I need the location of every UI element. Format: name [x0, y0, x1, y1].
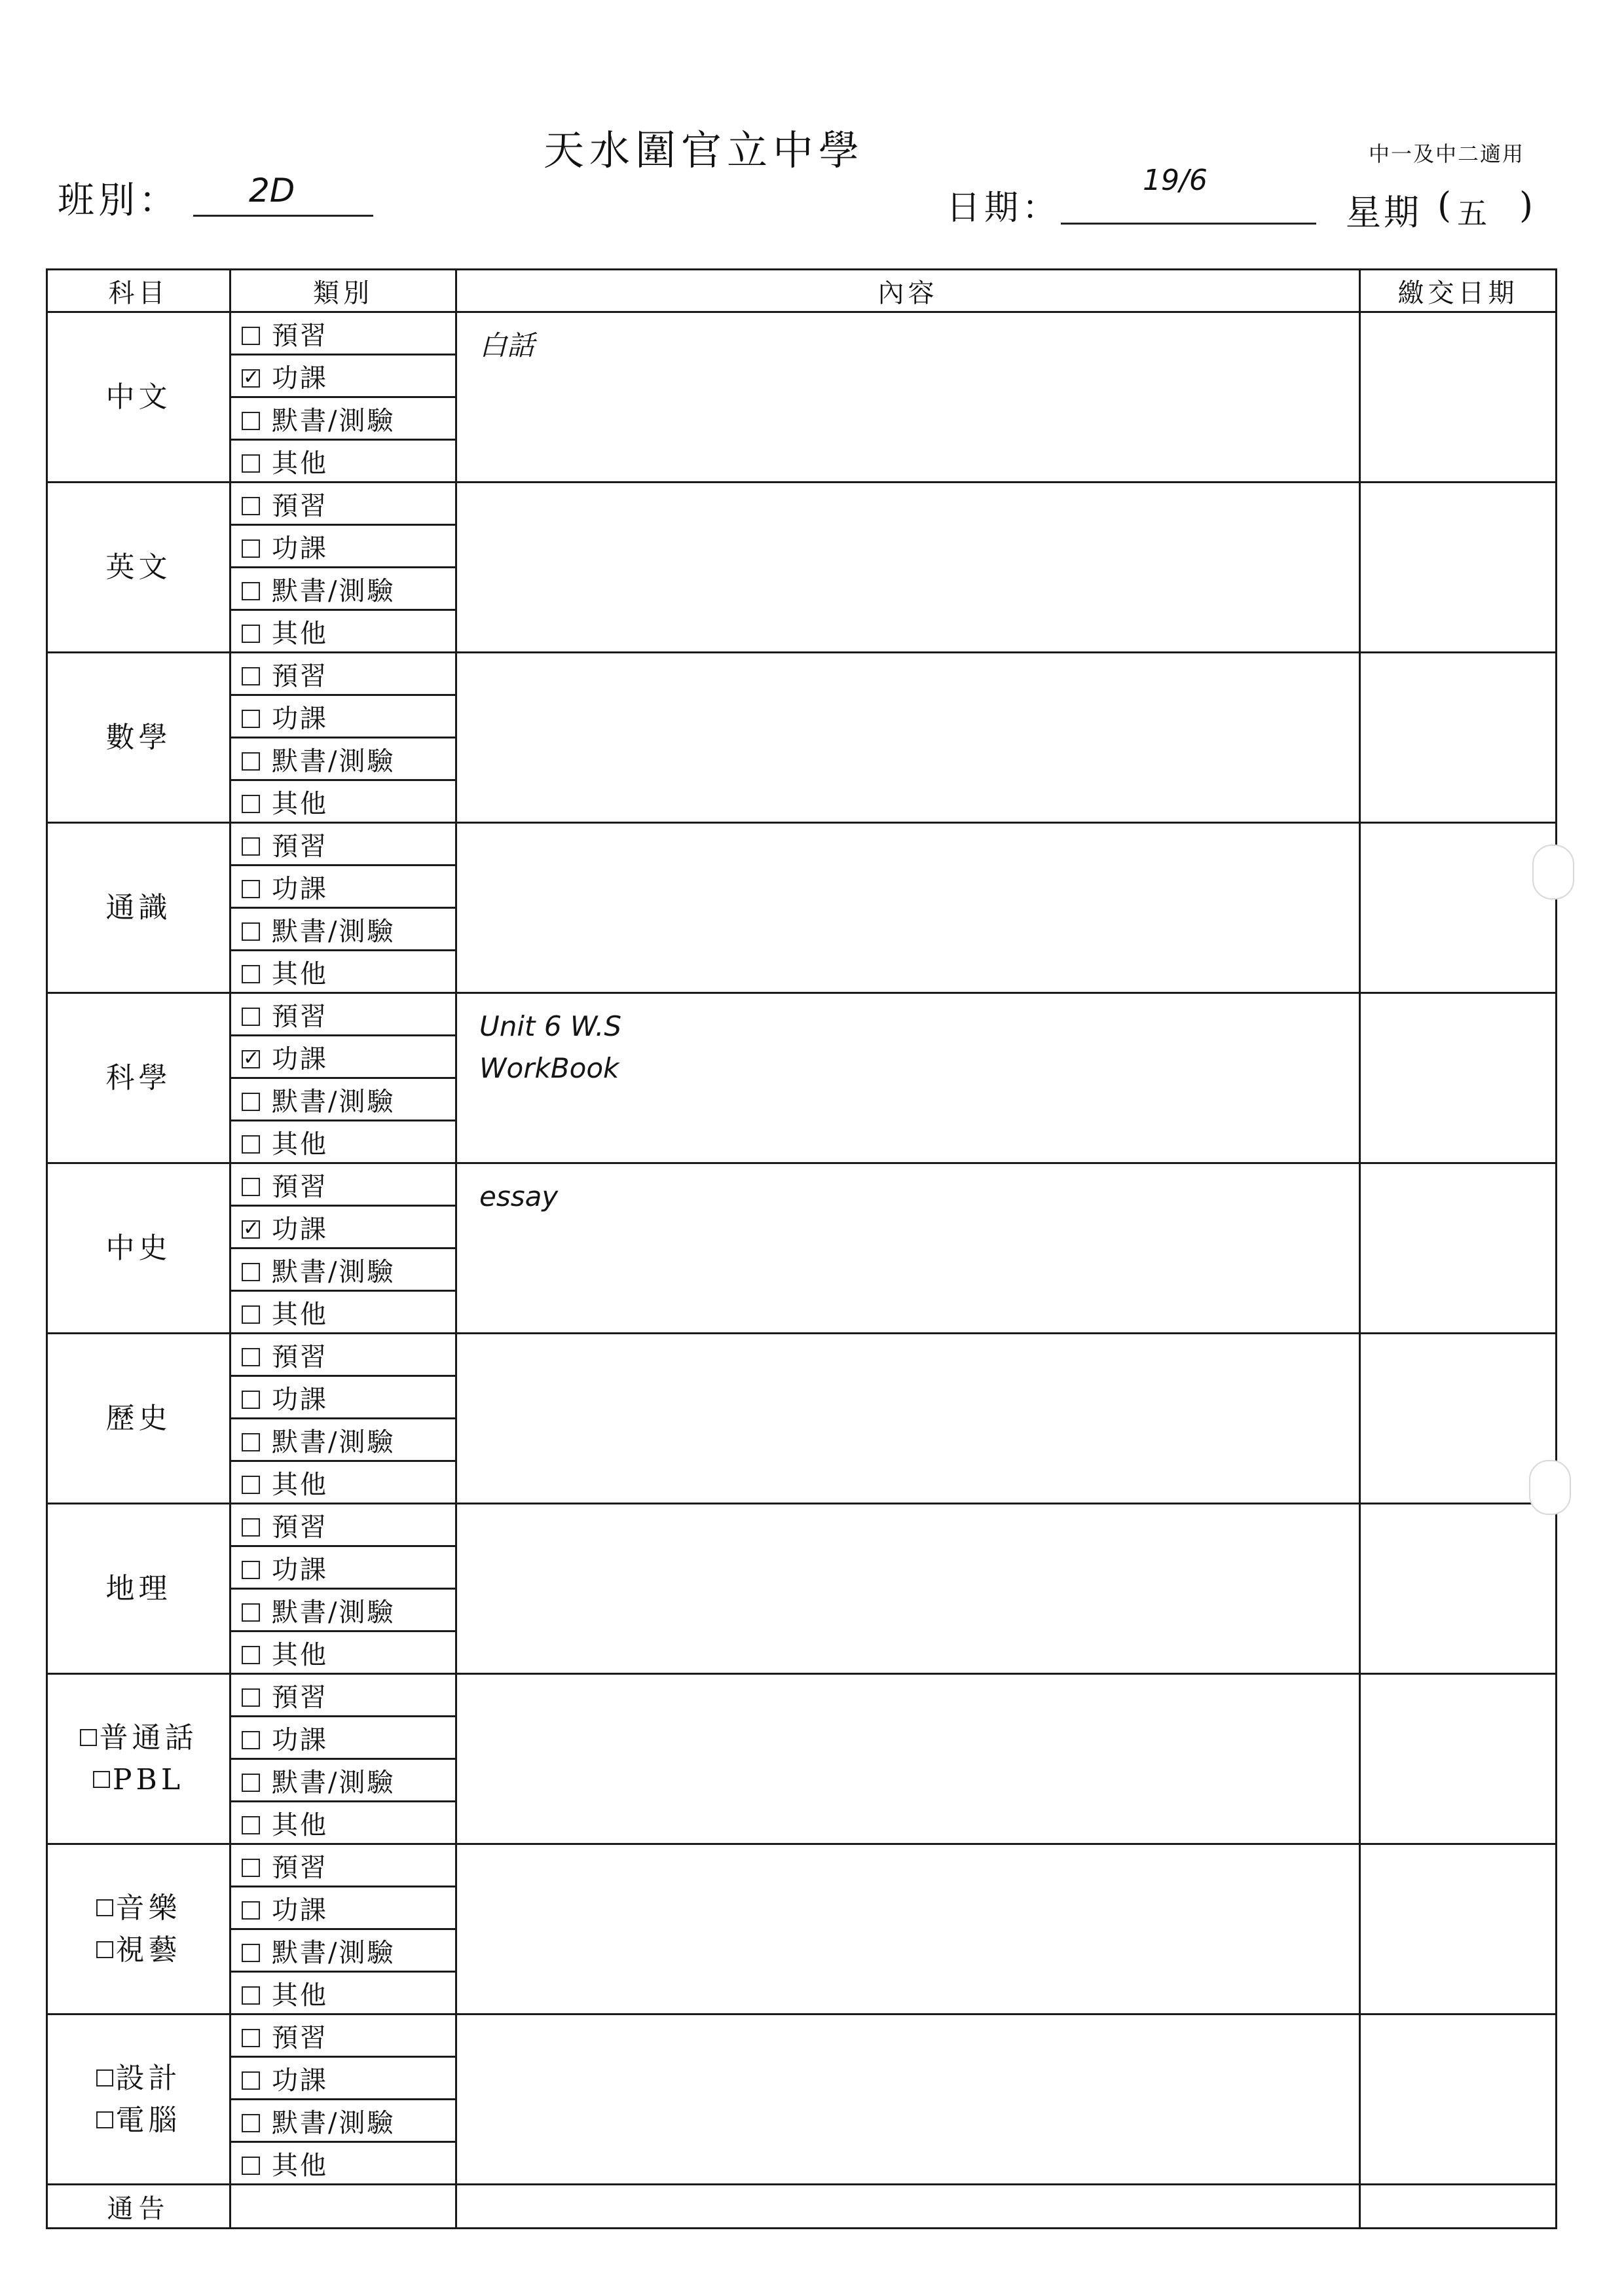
subject-name: 視藝 — [115, 1933, 181, 1967]
category-checkbox[interactable] — [242, 1305, 260, 1324]
category-checkbox[interactable] — [242, 1688, 260, 1707]
subject-cell — [47, 1674, 231, 1844]
category-option[interactable] — [231, 951, 456, 993]
category-option[interactable] — [231, 440, 456, 483]
category-option[interactable] — [231, 568, 456, 610]
subject-option[interactable] — [48, 1717, 229, 1759]
category-option[interactable] — [231, 866, 456, 908]
subject-cell — [47, 1163, 231, 1334]
subject-option — [48, 1057, 229, 1099]
header-subject: 科目 — [47, 270, 231, 312]
due-date-cell[interactable] — [1360, 1844, 1557, 2014]
subject-option — [48, 1568, 229, 1610]
category-checkbox[interactable] — [242, 667, 260, 685]
category-checkbox[interactable] — [242, 837, 260, 856]
subject-cell — [47, 653, 231, 823]
subject-cell — [47, 1844, 231, 2014]
category-checkbox[interactable] — [242, 1263, 260, 1281]
header-content: 內容 — [456, 270, 1360, 312]
category-checkbox[interactable] — [242, 1944, 260, 1962]
category-checkbox[interactable] — [242, 1518, 260, 1537]
subject-name: 歷史 — [105, 1401, 172, 1435]
notice-row — [47, 2185, 1557, 2229]
category-label: 其他 — [272, 1980, 328, 2011]
category-checkbox[interactable] — [242, 1008, 260, 1026]
subject-name: 普通話 — [99, 1721, 198, 1755]
category-checkbox[interactable] — [242, 539, 260, 558]
category-checkbox[interactable]: ✓ — [243, 365, 262, 389]
category-checkbox[interactable] — [242, 1093, 260, 1111]
category-option[interactable] — [231, 908, 456, 951]
weekday-label: 星期 — [1346, 192, 1422, 233]
due-date-cell[interactable] — [1360, 1334, 1557, 1504]
category-checkbox[interactable] — [242, 1603, 260, 1622]
table-row — [47, 1844, 1557, 1887]
category-checkbox[interactable] — [242, 1178, 260, 1196]
category-label: 預習 — [272, 490, 328, 521]
category-checkbox[interactable] — [242, 2157, 260, 2175]
content-cell[interactable] — [456, 653, 1360, 823]
table-row — [47, 312, 1557, 355]
category-checkbox[interactable] — [242, 2029, 260, 2047]
category-option[interactable] — [231, 1419, 456, 1461]
category-checkbox[interactable] — [242, 1986, 260, 2005]
category-option[interactable] — [231, 1036, 456, 1078]
category-checkbox[interactable] — [242, 625, 260, 643]
due-date-text — [1361, 994, 1555, 1006]
category-label: 功課 — [272, 533, 328, 564]
category-label: 預習 — [272, 2022, 328, 2053]
category-checkbox[interactable] — [242, 1901, 260, 1920]
subject-checkbox[interactable] — [96, 1899, 113, 1916]
due-date-cell[interactable] — [1360, 1674, 1557, 1844]
category-checkbox[interactable] — [242, 1774, 260, 1792]
header-due-date: 繳交日期 — [1360, 270, 1557, 312]
category-option[interactable] — [231, 1759, 456, 1802]
subject-cell — [47, 2014, 231, 2185]
content-text: Unit 6 W.S WorkBook — [479, 1010, 622, 1084]
date-field[interactable]: 19/6 — [1143, 164, 1208, 197]
due-date-cell[interactable] — [1360, 653, 1557, 823]
subject-cell — [47, 312, 231, 483]
date-underline — [1061, 223, 1316, 225]
category-label: 其他 — [272, 958, 328, 989]
due-date-cell[interactable] — [1360, 993, 1557, 1163]
subject-name: 設計 — [115, 2061, 181, 2095]
category-label: 其他 — [272, 1639, 328, 1670]
category-label: 其他 — [272, 1810, 328, 1840]
category-label: 功課 — [272, 363, 328, 393]
content-cell[interactable] — [456, 823, 1360, 993]
category-option[interactable] — [231, 1802, 456, 1844]
subject-option[interactable] — [48, 1929, 229, 1971]
subject-cell — [47, 1334, 231, 1504]
category-label: 功課 — [272, 873, 328, 904]
category-checkbox[interactable] — [242, 795, 260, 813]
subject-cell — [47, 1504, 231, 1674]
subject-name: 英文 — [105, 550, 172, 584]
subject-option — [48, 887, 229, 929]
weekday-paren-open: ( — [1437, 185, 1452, 226]
punch-hole-top — [1532, 845, 1574, 900]
category-checkbox[interactable] — [242, 2114, 260, 2132]
category-label: 默書/測驗 — [272, 916, 396, 947]
category-checkbox[interactable] — [242, 454, 260, 473]
weekday-paren-close: ) — [1519, 185, 1534, 226]
content-text: essay — [479, 1180, 559, 1212]
due-date-text — [1361, 1845, 1555, 1857]
category-option[interactable] — [231, 1334, 456, 1376]
subject-cell — [47, 823, 231, 993]
due-date-cell[interactable] — [1360, 483, 1557, 653]
content-text — [457, 1675, 1359, 1686]
category-label: 默書/測驗 — [272, 746, 396, 776]
category-label: 功課 — [272, 1554, 328, 1585]
category-label: 功課 — [272, 1384, 328, 1415]
subject-checkbox[interactable] — [96, 1941, 113, 1958]
category-option[interactable] — [231, 1717, 456, 1759]
notice-content-cell[interactable] — [456, 2185, 1360, 2229]
category-checkbox[interactable] — [242, 965, 260, 983]
category-label: 其他 — [272, 448, 328, 479]
due-date-text — [1361, 824, 1555, 835]
table-row — [47, 1334, 1557, 1376]
category-option[interactable] — [231, 1887, 456, 1929]
category-option[interactable] — [231, 1504, 456, 1546]
category-checkbox[interactable] — [242, 922, 260, 941]
category-option[interactable] — [231, 1929, 456, 1972]
subject-checkbox[interactable] — [80, 1729, 97, 1746]
table-header-row — [47, 270, 1557, 312]
category-label: 功課 — [272, 1044, 328, 1074]
category-label: 默書/測驗 — [272, 1597, 396, 1628]
category-checkbox[interactable] — [242, 412, 260, 430]
subject-name: 中史 — [105, 1231, 172, 1265]
category-option[interactable] — [231, 525, 456, 568]
content-text — [457, 1504, 1359, 1516]
category-option[interactable] — [231, 1589, 456, 1631]
class-underline — [193, 215, 373, 217]
category-label: 其他 — [272, 1299, 328, 1330]
category-label: 預習 — [272, 1001, 328, 1032]
category-label: 默書/測驗 — [272, 2107, 396, 2138]
table-row — [47, 993, 1557, 1036]
category-label: 默書/測驗 — [272, 1086, 396, 1117]
subject-option — [48, 1398, 229, 1440]
due-date-text — [1361, 1334, 1555, 1346]
content-text — [457, 1334, 1359, 1346]
category-label: 預習 — [272, 320, 328, 351]
category-label: 默書/測驗 — [272, 1427, 396, 1457]
category-label: 其他 — [272, 788, 328, 819]
subject-cell — [47, 993, 231, 1163]
category-label: 其他 — [272, 1469, 328, 1500]
category-checkbox[interactable] — [242, 1135, 260, 1154]
category-option[interactable] — [231, 2014, 456, 2057]
category-option[interactable] — [231, 1248, 456, 1291]
category-option[interactable] — [231, 312, 456, 355]
class-label: 班別： — [58, 179, 179, 222]
content-cell[interactable] — [456, 2014, 1360, 2185]
notice-label: 通告 — [47, 2185, 231, 2229]
subject-name: 地理 — [105, 1571, 172, 1605]
header-category: 類別 — [231, 270, 456, 312]
subject-name: 通識 — [105, 890, 172, 924]
due-date-text — [1361, 2015, 1555, 2027]
category-checkbox[interactable] — [242, 1391, 260, 1409]
category-checkbox[interactable] — [242, 710, 260, 728]
content-text — [457, 824, 1359, 835]
category-label: 功課 — [272, 1895, 328, 1925]
category-option[interactable] — [231, 823, 456, 866]
category-option[interactable] — [231, 1078, 456, 1121]
category-label: 功課 — [272, 1724, 328, 1755]
category-label: 功課 — [272, 1214, 328, 1245]
due-date-cell[interactable] — [1360, 1504, 1557, 1674]
due-date-cell[interactable] — [1360, 2014, 1557, 2185]
category-label: 其他 — [272, 618, 328, 649]
category-checkbox[interactable] — [242, 582, 260, 600]
category-option[interactable] — [231, 993, 456, 1036]
content-text — [457, 2015, 1359, 2027]
category-option[interactable] — [231, 483, 456, 525]
category-option[interactable] — [231, 1121, 456, 1163]
subject-name: 電腦 — [115, 2103, 181, 2137]
content-text — [457, 483, 1359, 495]
content-text — [457, 653, 1359, 665]
category-label: 默書/測驗 — [272, 1256, 396, 1287]
category-label: 預習 — [272, 1341, 328, 1372]
table-row — [47, 1163, 1557, 1206]
table-row — [47, 823, 1557, 866]
category-checkbox[interactable] — [242, 752, 260, 771]
category-label: 默書/測驗 — [272, 1937, 396, 1968]
due-date-text — [1361, 483, 1555, 495]
category-label: 其他 — [272, 2150, 328, 2181]
grade-note: 中一及中二適用 — [1369, 141, 1525, 166]
due-date-text — [1361, 1504, 1555, 1516]
category-option[interactable] — [231, 780, 456, 823]
category-label: 功課 — [272, 703, 328, 734]
subject-option — [48, 547, 229, 589]
due-date-text — [1361, 1164, 1555, 1176]
category-label: 預習 — [272, 1171, 328, 1202]
category-option[interactable] — [231, 1546, 456, 1589]
category-option[interactable] — [231, 1631, 456, 1674]
category-label: 預習 — [272, 1682, 328, 1713]
content-cell[interactable] — [456, 1674, 1360, 1844]
category-checkbox[interactable] — [242, 497, 260, 515]
category-checkbox[interactable] — [242, 1433, 260, 1451]
category-label: 其他 — [272, 1129, 328, 1159]
content-cell[interactable] — [456, 993, 1360, 1163]
homework-table — [46, 268, 1557, 2229]
subject-name: PBL — [112, 1762, 185, 1796]
category-option[interactable] — [231, 1674, 456, 1717]
due-date-text — [1361, 653, 1555, 665]
subject-name: 中文 — [105, 380, 172, 414]
category-checkbox[interactable] — [242, 327, 260, 345]
category-option[interactable] — [231, 2142, 456, 2185]
content-cell[interactable] — [456, 1163, 1360, 1334]
category-option[interactable] — [231, 1376, 456, 1419]
due-date-cell[interactable] — [1360, 1163, 1557, 1334]
due-date-text — [1361, 1675, 1555, 1686]
due-date-cell[interactable] — [1360, 823, 1557, 993]
table-row — [47, 1674, 1557, 1717]
due-date-text — [1361, 313, 1555, 325]
content-cell[interactable] — [456, 1504, 1360, 1674]
subject-option[interactable] — [48, 1759, 229, 1801]
subject-option[interactable] — [48, 1887, 229, 1929]
category-label: 預習 — [272, 1852, 328, 1883]
category-option[interactable] — [231, 2057, 456, 2100]
table-row — [47, 2014, 1557, 2057]
category-label: 默書/測驗 — [272, 575, 396, 606]
subject-option[interactable] — [48, 2100, 229, 2141]
homework-table-body — [47, 312, 1557, 2229]
table-row — [47, 653, 1557, 695]
punch-hole-bottom — [1529, 1460, 1571, 1515]
subject-name: 科學 — [105, 1061, 172, 1095]
category-label: 預習 — [272, 831, 328, 862]
category-label: 功課 — [272, 2065, 328, 2096]
content-cell[interactable] — [456, 1334, 1360, 1504]
category-option[interactable] — [231, 1291, 456, 1334]
subject-name: 音樂 — [115, 1891, 181, 1925]
notice-due-cell[interactable] — [1360, 2185, 1557, 2229]
category-checkbox[interactable] — [242, 1816, 260, 1834]
table-row — [47, 483, 1557, 525]
subject-checkbox[interactable] — [93, 1771, 110, 1788]
category-checkbox[interactable] — [242, 1859, 260, 1877]
category-option[interactable] — [231, 695, 456, 738]
category-checkbox[interactable]: ✓ — [243, 1046, 262, 1070]
category-checkbox[interactable]: ✓ — [243, 1216, 262, 1240]
subject-option[interactable] — [48, 2058, 229, 2100]
category-checkbox[interactable] — [242, 880, 260, 898]
category-checkbox[interactable] — [242, 1561, 260, 1579]
category-label: 默書/測驗 — [272, 1767, 396, 1798]
category-option[interactable] — [231, 1844, 456, 1887]
content-text — [457, 1845, 1359, 1857]
category-checkbox[interactable] — [242, 2071, 260, 2090]
category-checkbox[interactable] — [242, 1476, 260, 1494]
class-field[interactable]: 2D — [249, 172, 295, 210]
subject-option — [48, 717, 229, 759]
category-option[interactable] — [231, 1972, 456, 2014]
notice-category-cell[interactable] — [231, 2185, 456, 2229]
category-option[interactable] — [231, 2100, 456, 2142]
category-option[interactable] — [231, 1206, 456, 1248]
category-option[interactable] — [231, 355, 456, 397]
table-row — [47, 1504, 1557, 1546]
weekday-field[interactable]: 五 — [1457, 196, 1487, 231]
content-cell[interactable] — [456, 483, 1360, 653]
category-label: 預習 — [272, 1512, 328, 1542]
subject-option — [48, 376, 229, 418]
category-checkbox[interactable] — [242, 1646, 260, 1664]
category-option[interactable] — [231, 610, 456, 653]
category-option[interactable] — [231, 1461, 456, 1504]
subject-name: 數學 — [105, 720, 172, 754]
category-label: 預習 — [272, 661, 328, 691]
category-checkbox[interactable] — [242, 1731, 260, 1749]
due-date-cell[interactable] — [1360, 312, 1557, 483]
date-label: 日期： — [946, 189, 1061, 228]
category-option[interactable] — [231, 653, 456, 695]
subject-checkbox[interactable] — [96, 2111, 113, 2128]
content-text: 白話 — [479, 329, 535, 361]
category-option[interactable] — [231, 1163, 456, 1206]
school-name: 天水圍官立中學 — [544, 126, 865, 174]
subject-option — [48, 1228, 229, 1269]
category-option[interactable] — [231, 397, 456, 440]
content-cell[interactable] — [456, 312, 1360, 483]
category-checkbox[interactable] — [242, 1348, 260, 1366]
category-option[interactable] — [231, 738, 456, 780]
category-label: 默書/測驗 — [272, 405, 396, 436]
subject-cell — [47, 483, 231, 653]
subject-checkbox[interactable] — [96, 2069, 113, 2086]
content-cell[interactable] — [456, 1844, 1360, 2014]
